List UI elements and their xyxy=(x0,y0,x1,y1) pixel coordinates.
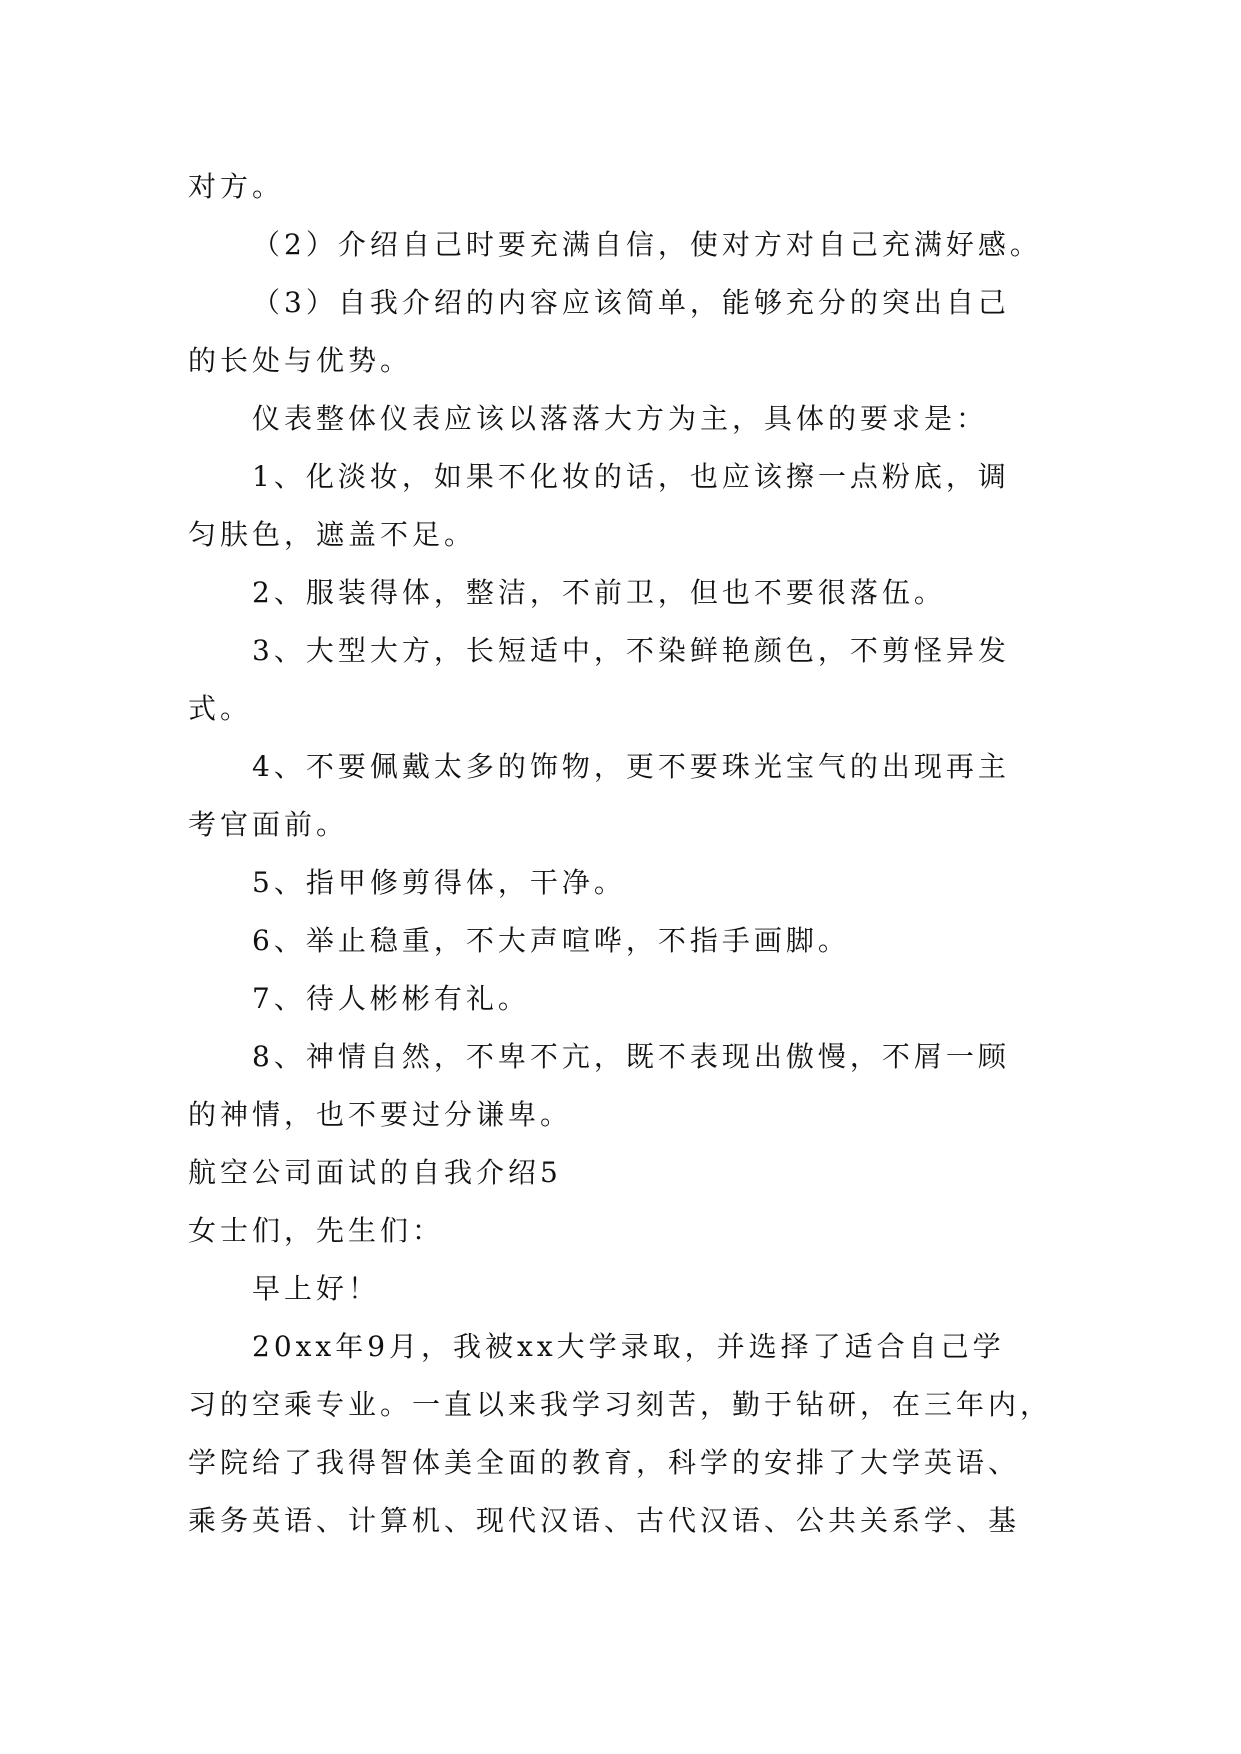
text-line: 的长处与优势。 xyxy=(188,344,413,377)
text-line: 考官面前。 xyxy=(188,808,349,841)
text-line: 4、不要佩戴太多的饰物，更不要珠光宝气的出现再主 xyxy=(252,750,1010,783)
text-line: 式。 xyxy=(188,692,253,725)
text-line: 匀肤色，遮盖不足。 xyxy=(188,518,477,551)
text-line: 学院给了我得智体美全面的教育，科学的安排了大学英语、 xyxy=(188,1446,1021,1479)
text-line: 20xx年9月，我被xx大学录取，并选择了适合自己学 xyxy=(252,1330,1005,1363)
text-line: 2、服装得体，整洁，不前卫，但也不要很落伍。 xyxy=(252,576,946,609)
text-line: 5、指甲修剪得体，干净。 xyxy=(252,866,626,899)
text-line: 6、举止稳重，不大声喧哗，不指手画脚。 xyxy=(252,924,850,957)
text-line: 3、大型大方，长短适中，不染鲜艳颜色，不剪怪异发 xyxy=(252,634,1010,667)
text-line: 8、神情自然，不卑不亢，既不表现出傲慢，不屑一顾 xyxy=(252,1040,1010,1073)
text-line: 习的空乘专业。一直以来我学习刻苦，勤于钻研，在三年内， xyxy=(188,1388,1053,1421)
text-line: 1、化淡妆，如果不化妆的话，也应该擦一点粉底，调 xyxy=(252,460,1010,493)
section-heading: 航空公司面试的自我介绍5 xyxy=(188,1156,562,1189)
text-line: 的神情，也不要过分谦卑。 xyxy=(188,1098,573,1131)
text-line: （3）自我介绍的内容应该简单，能够充分的突出自己 xyxy=(252,286,1010,319)
text-line: 对方。 xyxy=(188,170,285,203)
text-line: 乘务英语、计算机、现代汉语、古代汉语、公共关系学、基 xyxy=(188,1504,1021,1537)
text-line: 仪表整体仪表应该以落落大方为主，具体的要求是： xyxy=(252,402,989,435)
text-line: （2）介绍自己时要充满自信，使对方对自己充满好感。 xyxy=(252,228,1042,261)
text-line: 7、待人彬彬有礼。 xyxy=(252,982,530,1015)
text-line: 女士们，先生们： xyxy=(188,1214,445,1247)
text-line: 早上好！ xyxy=(252,1272,381,1305)
